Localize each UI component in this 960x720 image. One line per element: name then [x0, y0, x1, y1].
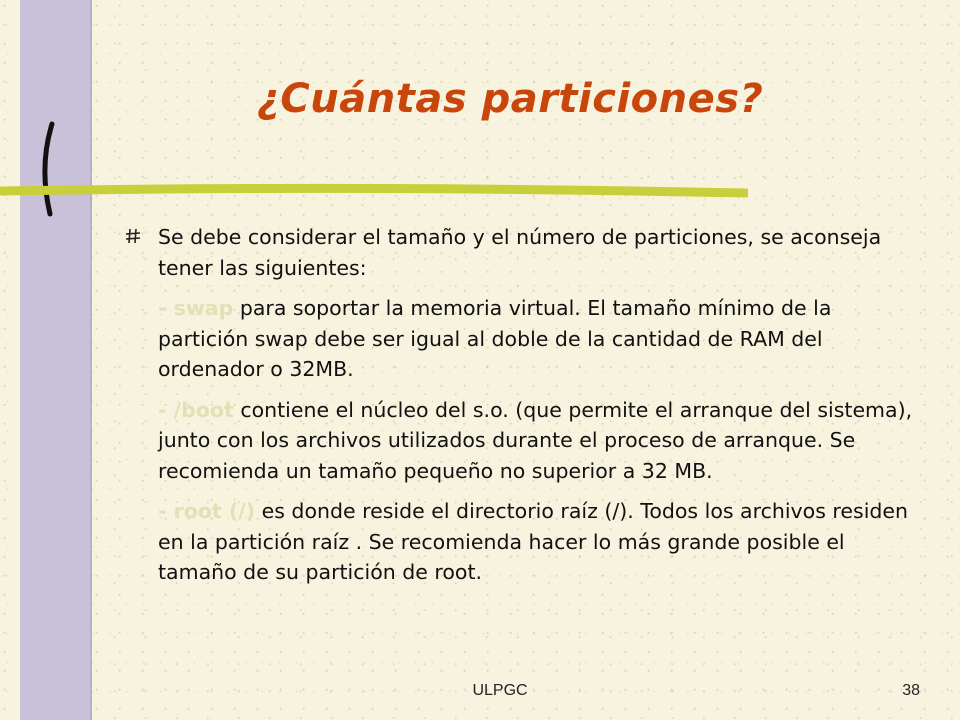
keyword-swap: swap	[173, 296, 234, 320]
item-dash: -	[158, 296, 174, 320]
footer-organization: ULPGC	[472, 682, 528, 699]
title-underline-rule	[0, 183, 748, 199]
intro-paragraph: Se debe considerar el tamaño y el número de particiones, se aconseja tener las siguientes:	[158, 225, 882, 280]
slide-body	[158, 222, 918, 598]
slide-title: ¿Cuántas particiones?	[256, 76, 764, 122]
list-item-boot	[158, 395, 918, 487]
hash-bullet-icon	[124, 227, 142, 245]
keyword-boot: /boot	[173, 397, 234, 422]
list-item-root	[158, 496, 918, 588]
item-text: para soportar la memoria virtual. El tamaño mínimo de la partición swap debe ser igual al doble de la cantidad de RAM del ordenador o 32MB.	[158, 296, 832, 381]
item-text: contiene el núcleo del s.o. (que permite el arranque del sistema), junto con los archivos utilizados durante el proceso de arranque. Se recomienda un tamaño pequeño no superior a 32 MB.	[158, 397, 913, 483]
left-decorative-band	[20, 0, 92, 720]
list-item-swap	[158, 293, 918, 385]
page-number: 38	[902, 682, 920, 699]
bracket-decoration	[34, 120, 74, 220]
item-dash: -	[158, 499, 174, 523]
item-dash: -	[158, 397, 174, 422]
keyword-root: root (/)	[173, 499, 256, 523]
item-text: es donde reside el directorio raíz (/). Todos los archivos residen en la partición raíz . Se recomienda hacer lo más grande posible el tamaño de su partición de root.	[158, 499, 909, 584]
